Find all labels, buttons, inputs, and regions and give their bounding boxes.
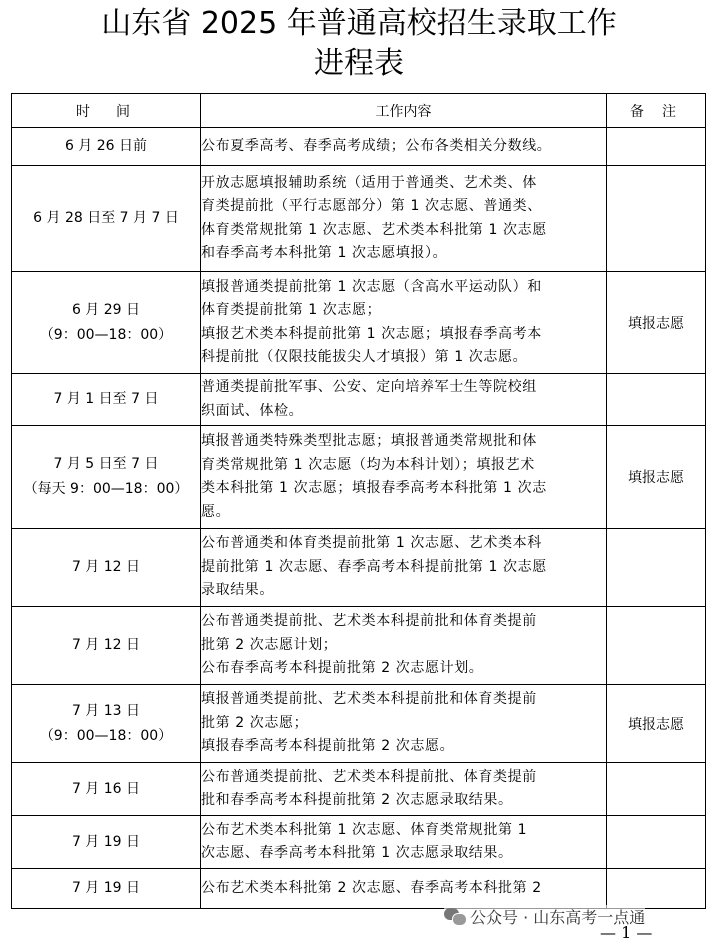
table-row	[12, 426, 706, 529]
row-time	[12, 685, 201, 763]
content-line: 体育类常规批第 1 次志愿、艺术类本科批第 1 次志愿	[201, 221, 547, 238]
row-note	[607, 869, 706, 909]
row-note	[607, 374, 706, 426]
document-title-line-2: 进程表	[314, 46, 404, 81]
row-note: 填报志愿	[607, 685, 706, 763]
row-time	[12, 816, 201, 869]
row-note: 填报志愿	[607, 426, 706, 529]
content-line: 填报春季高考本科提前批第 2 次志愿。	[201, 738, 455, 755]
row-note	[607, 607, 706, 685]
content-line: 愿。	[201, 503, 231, 520]
table-row	[12, 166, 706, 272]
time-line: 6 月 26 日前	[64, 138, 148, 154]
header-note: 备注	[607, 94, 706, 128]
row-note: 填报志愿	[607, 272, 706, 374]
time-line: 7 月 19 日	[71, 880, 141, 896]
content-line: 体育类提前批第 1 次志愿；	[201, 302, 382, 318]
content-line: 和春季高考本科批第 1 次志愿填报）。	[201, 245, 448, 261]
content-line: 科提前批（仅限技能拔尖人才填报）第 1 次志愿。	[201, 349, 528, 365]
content-line: 公布普通类提前批、艺术类本科提前批、体育类提前	[201, 768, 537, 785]
time-line: 7 月 12 日	[71, 637, 141, 653]
table-row	[12, 607, 706, 685]
content-line: 开放志愿填报辅助系统（适用于普通类、艺术类、体	[201, 174, 537, 191]
content-line: 类本科批第 1 次志愿；填报春季高考本科批第 1 次志	[201, 480, 547, 496]
time-line: （每天 9：00—18：00）	[23, 481, 189, 497]
row-time	[12, 272, 201, 374]
content-line: 普通类提前批军事、公安、定向培养军士生等院校组	[201, 379, 537, 395]
content-line: 批和春季高考本科提前批第 2 次志愿录取结果。	[201, 792, 513, 808]
header-time: 时间	[12, 94, 201, 128]
row-content	[201, 869, 607, 909]
row-content	[201, 374, 607, 426]
content-line: 公布艺术类本科批第 2 次志愿、春季高考本科批第 2	[201, 879, 542, 896]
row-time	[12, 128, 201, 166]
content-line: 织面试、体检。	[201, 402, 304, 419]
content-line: 填报普通类提前批第 1 次志愿（含高水平运动队）和	[201, 278, 542, 295]
row-content	[201, 816, 607, 869]
row-note	[607, 529, 706, 607]
table-row	[12, 816, 706, 869]
table-row	[12, 869, 706, 909]
time-line: 7 月 1 日至 7 日	[53, 391, 159, 407]
content-line: 录取结果。	[201, 582, 274, 599]
content-line: 提前批第 1 次志愿、春季高考本科提前批第 1 次志愿	[201, 558, 547, 575]
row-time	[12, 607, 201, 685]
time-line: 7 月 12 日	[71, 559, 141, 575]
page-number: — 1 —	[600, 923, 653, 942]
content-line: 批第 2 次志愿计划；	[201, 636, 338, 653]
time-line: 7 月 5 日至 7 日	[53, 456, 159, 472]
table-row	[12, 685, 706, 763]
table-row	[12, 374, 706, 426]
content-line: 公布春季高考本科提前批第 2 次志愿计划。	[201, 660, 484, 677]
time-line: 7 月 16 日	[71, 780, 141, 797]
row-time	[12, 529, 201, 607]
row-note	[607, 128, 706, 166]
content-line: 次志愿、春季高考本科批第 1 次志愿录取结果。	[201, 845, 513, 861]
row-content	[201, 763, 607, 816]
row-note	[607, 763, 706, 816]
row-content	[201, 685, 607, 763]
time-line: （9：00—18：00）	[39, 326, 173, 343]
row-time	[12, 869, 201, 909]
row-time	[12, 374, 201, 426]
time-line: 6 月 28 日至 7 月 7 日	[33, 210, 179, 226]
time-line: （9：00—18：00）	[39, 727, 173, 744]
row-content	[201, 128, 607, 166]
row-content	[201, 529, 607, 607]
row-time	[12, 763, 201, 816]
watermark-text: 公众号 · 山东高考一点通	[470, 908, 646, 927]
content-line: 公布艺术类本科批第 1 次志愿、体育类常规批第 1	[201, 821, 528, 838]
row-content	[201, 607, 607, 685]
content-line: 填报普通类提前批、艺术类本科提前批和体育类提前	[201, 691, 537, 708]
content-line: 育类常规批第 1 次志愿（均为本科计划）；填报艺术	[201, 456, 535, 473]
content-line: 批第 2 次志愿；	[201, 714, 309, 731]
row-content	[201, 166, 607, 272]
row-time	[12, 166, 201, 272]
wechat-icon	[444, 908, 466, 926]
content-line: 填报艺术类本科提前批第 1 次志愿；填报春季高考本	[201, 325, 542, 342]
header-content: 工作内容	[201, 94, 607, 128]
row-content	[201, 426, 607, 529]
row-time	[12, 426, 201, 529]
content-line: 公布普通类和体育类提前批第 1 次志愿、艺术类本科	[201, 535, 542, 552]
content-line: 公布普通类提前批、艺术类本科提前批和体育类提前	[201, 613, 537, 630]
table-row	[12, 529, 706, 607]
document-title-line-1: 山东省 2025 年普通高校招生录取工作	[101, 6, 617, 41]
row-content	[201, 272, 607, 374]
time-line: 7 月 13 日	[71, 702, 141, 719]
time-line: 6 月 29 日	[71, 301, 141, 318]
content-line: 公布夏季高考、春季高考成绩；公布各类相关分数线。	[201, 137, 552, 154]
table-row	[12, 128, 706, 166]
table-row	[12, 763, 706, 816]
schedule-table	[11, 93, 706, 909]
row-note	[607, 816, 706, 869]
content-line: 填报普通类特殊类型批志愿；填报普通类常规批和体	[201, 433, 537, 449]
table-row	[12, 272, 706, 374]
content-line: 育类提前批（平行志愿部分）第 1 次志愿、普通类、	[201, 198, 542, 214]
row-note	[607, 166, 706, 272]
table-header-row	[12, 94, 706, 128]
time-line: 7 月 19 日	[71, 833, 141, 850]
